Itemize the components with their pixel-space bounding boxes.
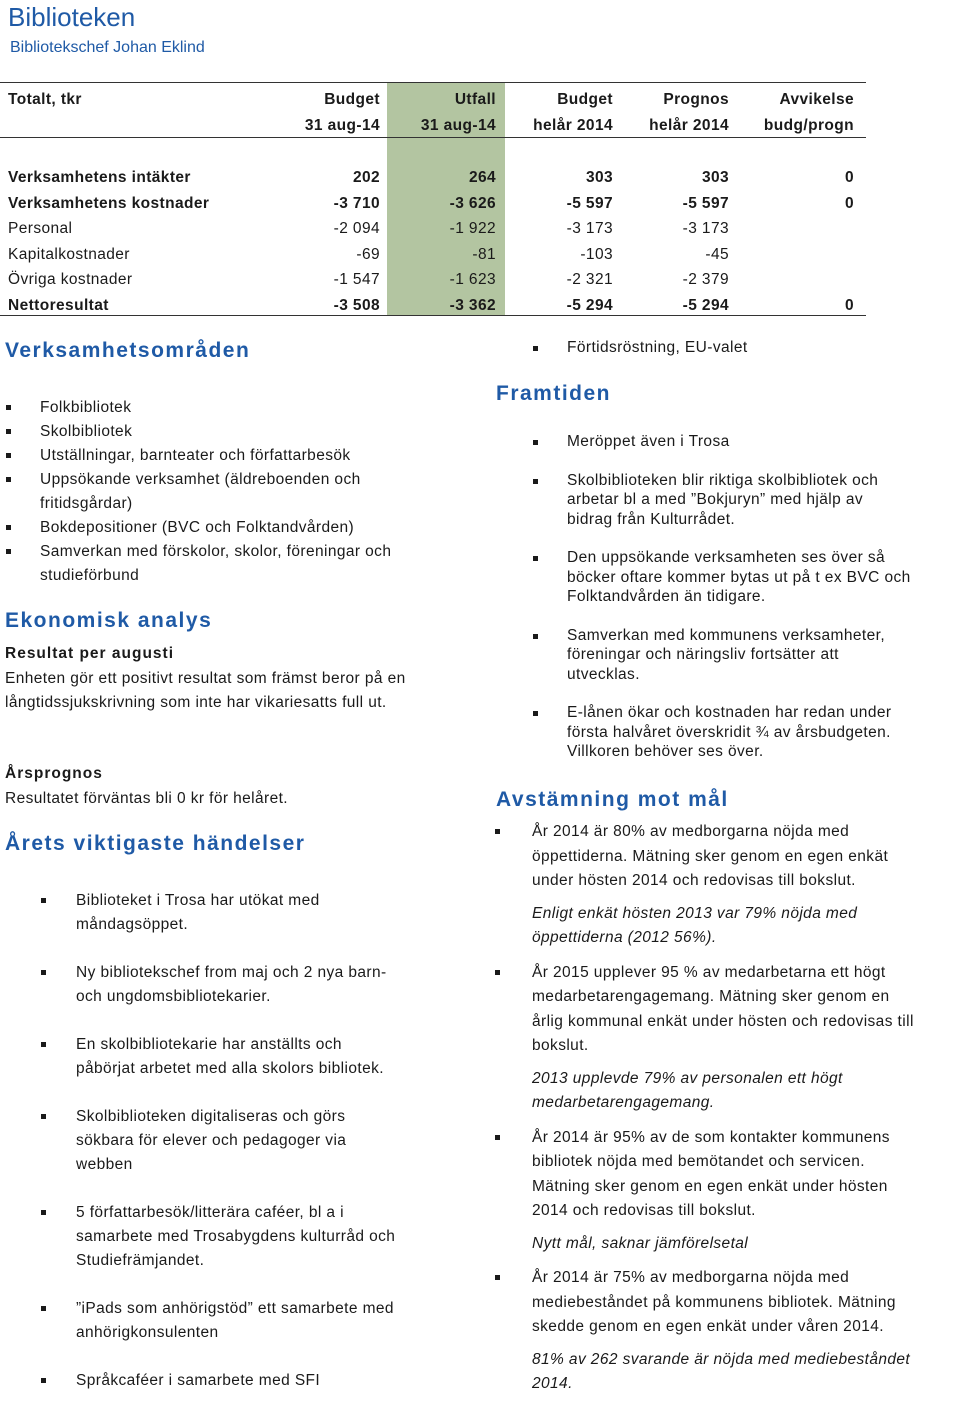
list-item (76, 961, 396, 1009)
list-item (532, 1266, 952, 1397)
list-item-text: Uppsökande verksamhet (äldreboenden och fritidsgårdar) (40, 471, 361, 512)
cell: -3 626 (449, 195, 496, 212)
list-item (567, 432, 927, 452)
list-item (567, 548, 912, 607)
list-item (567, 338, 937, 358)
top-list (567, 338, 937, 358)
table-header-row-1 (0, 91, 860, 116)
page-title: Biblioteken (8, 2, 136, 32)
list-item-text: År 2015 upplever 95 % av medarbetarna ett högt medarbetarengagemang. Mätning sker genom en årlig kommunal enkät under hösten och redovisas till bokslut. (532, 963, 914, 1054)
bullet-icon (6, 453, 11, 458)
list-item-note: Nytt mål, saknar jämförelsetal (532, 1234, 749, 1252)
header-cell: 31 aug-14 (420, 117, 496, 134)
row-label: Nettoresultat (8, 297, 109, 314)
list-item-text: Förtidsröstning, EU-valet (567, 339, 748, 356)
list-item-text: Skolbiblioteken digitaliseras och görs sökbara för elever och pedagoger via webben (76, 1108, 347, 1173)
row-label: Kapitalkostnader (8, 246, 130, 263)
row-label: Personal (8, 220, 73, 237)
list-item-text: En skolbibliotekarie har anställts och påbörjat arbetet med alla skolors bibliotek. (76, 1036, 384, 1077)
list-item-text: Språkcaféer i samarbete med SFI (76, 1372, 321, 1389)
list-item-text: Ny bibliotekschef from maj och 2 nya barn- och ungdomsbibliotekarier. (76, 964, 387, 1005)
list-item-note: 81% av 262 svarande är nöjda med mediebeståndet 2014. (532, 1350, 911, 1392)
cell: -1 922 (449, 220, 496, 237)
list-item-text: Skolbiblioteken blir riktiga skolbibliotek och arbetar bl a med ”Bokjuryn” med hjälp av bidrag från Kulturrådet. (567, 471, 879, 528)
cell: 0 (844, 195, 854, 212)
list-item (76, 1201, 396, 1273)
cell: -1 547 (333, 271, 380, 288)
list-item-text: Skolbibliotek (40, 423, 133, 440)
list-item-text: Samverkan med kommunens verksamheter, föreningar och näringsliv fortsätter att utvecklas. (567, 626, 886, 683)
cell: -69 (356, 246, 380, 263)
page-subtitle: Bibliotekschef Johan Eklind (10, 39, 205, 56)
bullet-icon (533, 556, 538, 561)
verksamhet-list (40, 396, 420, 588)
section-title-verksamhetsomraden: Verksamhetsområden (5, 339, 251, 362)
framtiden-list (567, 432, 927, 762)
table-row (0, 246, 860, 271)
cell: -5 597 (566, 195, 613, 212)
list-item-text: År 2014 är 75% av medborgarna nöjda med mediebeståndet på kommunens bibliotek. Mätning skedde genom en egen enkät under våren 2014. (532, 1269, 896, 1335)
header-cell: Budget (557, 91, 613, 108)
table-row (0, 195, 860, 220)
list-item (76, 889, 396, 937)
resultat-heading: Resultat per augusti (5, 645, 174, 662)
cell: 202 (352, 169, 380, 186)
list-item (567, 626, 912, 685)
cell: -5 597 (682, 195, 729, 212)
cell: 303 (701, 169, 729, 186)
cell: -2 094 (333, 220, 380, 237)
bullet-icon (495, 1135, 500, 1140)
cell: -45 (705, 246, 729, 263)
table-bottom-rule (0, 315, 866, 316)
list-item (40, 468, 410, 516)
cell: -5 294 (682, 297, 729, 314)
list-item (567, 703, 912, 762)
list-item-text: Folkbibliotek (40, 399, 132, 416)
list-item (40, 396, 420, 420)
list-item (40, 540, 415, 588)
bullet-icon (533, 440, 538, 445)
resultat-text: Enheten gör ett positivt resultat som främst beror på en långtidssjukskrivning som inte har vikariesatts full ut. (5, 670, 406, 711)
avstamning-list (532, 820, 922, 1397)
bullet-icon (41, 970, 46, 975)
cell: -5 294 (566, 297, 613, 314)
cell: -1 623 (449, 271, 496, 288)
bullet-icon (41, 1306, 46, 1311)
list-item (40, 444, 420, 468)
arsprognos-text: Resultatet förväntas bli 0 kr för helåret. (5, 790, 289, 807)
list-item-text: Den uppsökande verksamheten ses över så böcker oftare kommer bytas ut på t ex BVC och Folktandvården än tidigare. (567, 549, 911, 605)
table-row (0, 220, 860, 245)
cell: -103 (580, 246, 613, 263)
list-item-text: Biblioteket i Trosa har utökat med måndagsöppet. (76, 892, 320, 933)
section-title-framtiden: Framtiden (496, 382, 612, 405)
list-item (76, 1105, 396, 1177)
list-item (532, 820, 922, 951)
table-row (0, 297, 860, 322)
list-item-text: Bokdepositioner (BVC och Folktandvården) (40, 519, 355, 536)
list-item (567, 471, 887, 530)
header-cell: 31 aug-14 (304, 117, 380, 134)
bullet-icon (495, 1275, 500, 1280)
header-cell: Budget (324, 91, 380, 108)
bullet-icon (41, 1210, 46, 1215)
cell: -3 173 (682, 220, 729, 237)
bullet-icon (6, 405, 11, 410)
header-cell: budg/progn (763, 117, 854, 134)
cell: 0 (844, 169, 854, 186)
cell: -81 (472, 246, 496, 263)
list-item-text: 5 författarbesök/litterära caféer, bl a i samarbete med Trosabygdens kulturråd och Studiefrämjandet. (76, 1204, 396, 1269)
list-item-text: Samverkan med förskolor, skolor, föreningar och studieförbund (40, 543, 392, 584)
table-row (0, 169, 860, 194)
list-item-text: År 2014 är 95% av de som kontakter kommunens bibliotek nöjda med bemötandet och servicen. Mätning sker genom en egen enkät under hösten 2014 och redovisas till bokslut. (532, 1128, 890, 1219)
list-item-note: 2013 upplevde 79% av personalen ett högt medarbetarengagemang. (532, 1069, 843, 1111)
bullet-icon (533, 634, 538, 639)
list-item-text: Meröppet även i Trosa (567, 433, 730, 450)
list-item-text: ”iPads som anhörigstöd” ett samarbete med anhörigkonsulenten (76, 1300, 394, 1341)
bullet-icon (41, 898, 46, 903)
bullet-icon (533, 479, 538, 484)
cell: -3 173 (566, 220, 613, 237)
bullet-icon (533, 711, 538, 716)
bullet-icon (495, 829, 500, 834)
table-top-rule (0, 82, 866, 83)
bullet-icon (41, 1114, 46, 1119)
row-label: Verksamhetens kostnader (8, 195, 210, 212)
bullet-icon (6, 525, 11, 530)
list-item (76, 1369, 396, 1393)
list-item-text: E-lånen ökar och kostnaden har redan under första halvåret överskridit ¾ av årsbudgeten. Villkoren behöver ses över. (567, 704, 892, 760)
header-cell: Totalt, tkr (8, 91, 82, 108)
bullet-icon (495, 970, 500, 975)
handelser-list (76, 889, 396, 1393)
cell: -3 710 (333, 195, 380, 212)
header-cell: Prognos (663, 91, 729, 108)
header-cell: Utfall (454, 91, 496, 108)
list-item (76, 1297, 396, 1345)
header-cell: Avvikelse (779, 91, 854, 108)
bullet-icon (6, 429, 11, 434)
list-item (532, 1126, 922, 1257)
row-label: Övriga kostnader (8, 271, 133, 288)
cell: -3 508 (333, 297, 380, 314)
cell: -2 321 (566, 271, 613, 288)
cell: -2 379 (682, 271, 729, 288)
cell: 264 (468, 169, 496, 186)
list-item (40, 420, 420, 444)
header-cell: helår 2014 (649, 117, 729, 134)
bullet-icon (41, 1378, 46, 1383)
cell: -3 362 (449, 297, 496, 314)
bullet-icon (6, 549, 11, 554)
table-header-row-2 (0, 117, 860, 142)
section-title-arets-handelser: Årets viktigaste händelser (5, 832, 306, 855)
table-row (0, 271, 860, 296)
section-title-ekonomisk-analys: Ekonomisk analys (5, 609, 213, 632)
bullet-icon (41, 1042, 46, 1047)
table-header-rule (0, 137, 866, 138)
cell: 0 (844, 297, 854, 314)
cell: 303 (585, 169, 613, 186)
row-label: Verksamhetens intäkter (8, 169, 191, 186)
arsprognos-heading: Årsprognos (5, 765, 103, 782)
list-item (76, 1033, 396, 1081)
bullet-icon (533, 346, 538, 351)
bullet-icon (6, 477, 11, 482)
header-cell: helår 2014 (533, 117, 613, 134)
list-item-text: Utställningar, barnteater och författarbesök (40, 447, 351, 464)
section-title-avstamning: Avstämning mot mål (496, 788, 729, 811)
list-item (532, 961, 922, 1116)
list-item-text: År 2014 är 80% av medborgarna nöjda med öppettiderna. Mätning sker genom en egen enkät under hösten 2014 och redovisas till bokslut. (532, 823, 889, 889)
list-item-note: Enligt enkät hösten 2013 var 79% nöjda med öppettiderna (2012 56%). (532, 904, 858, 946)
list-item (40, 516, 420, 540)
